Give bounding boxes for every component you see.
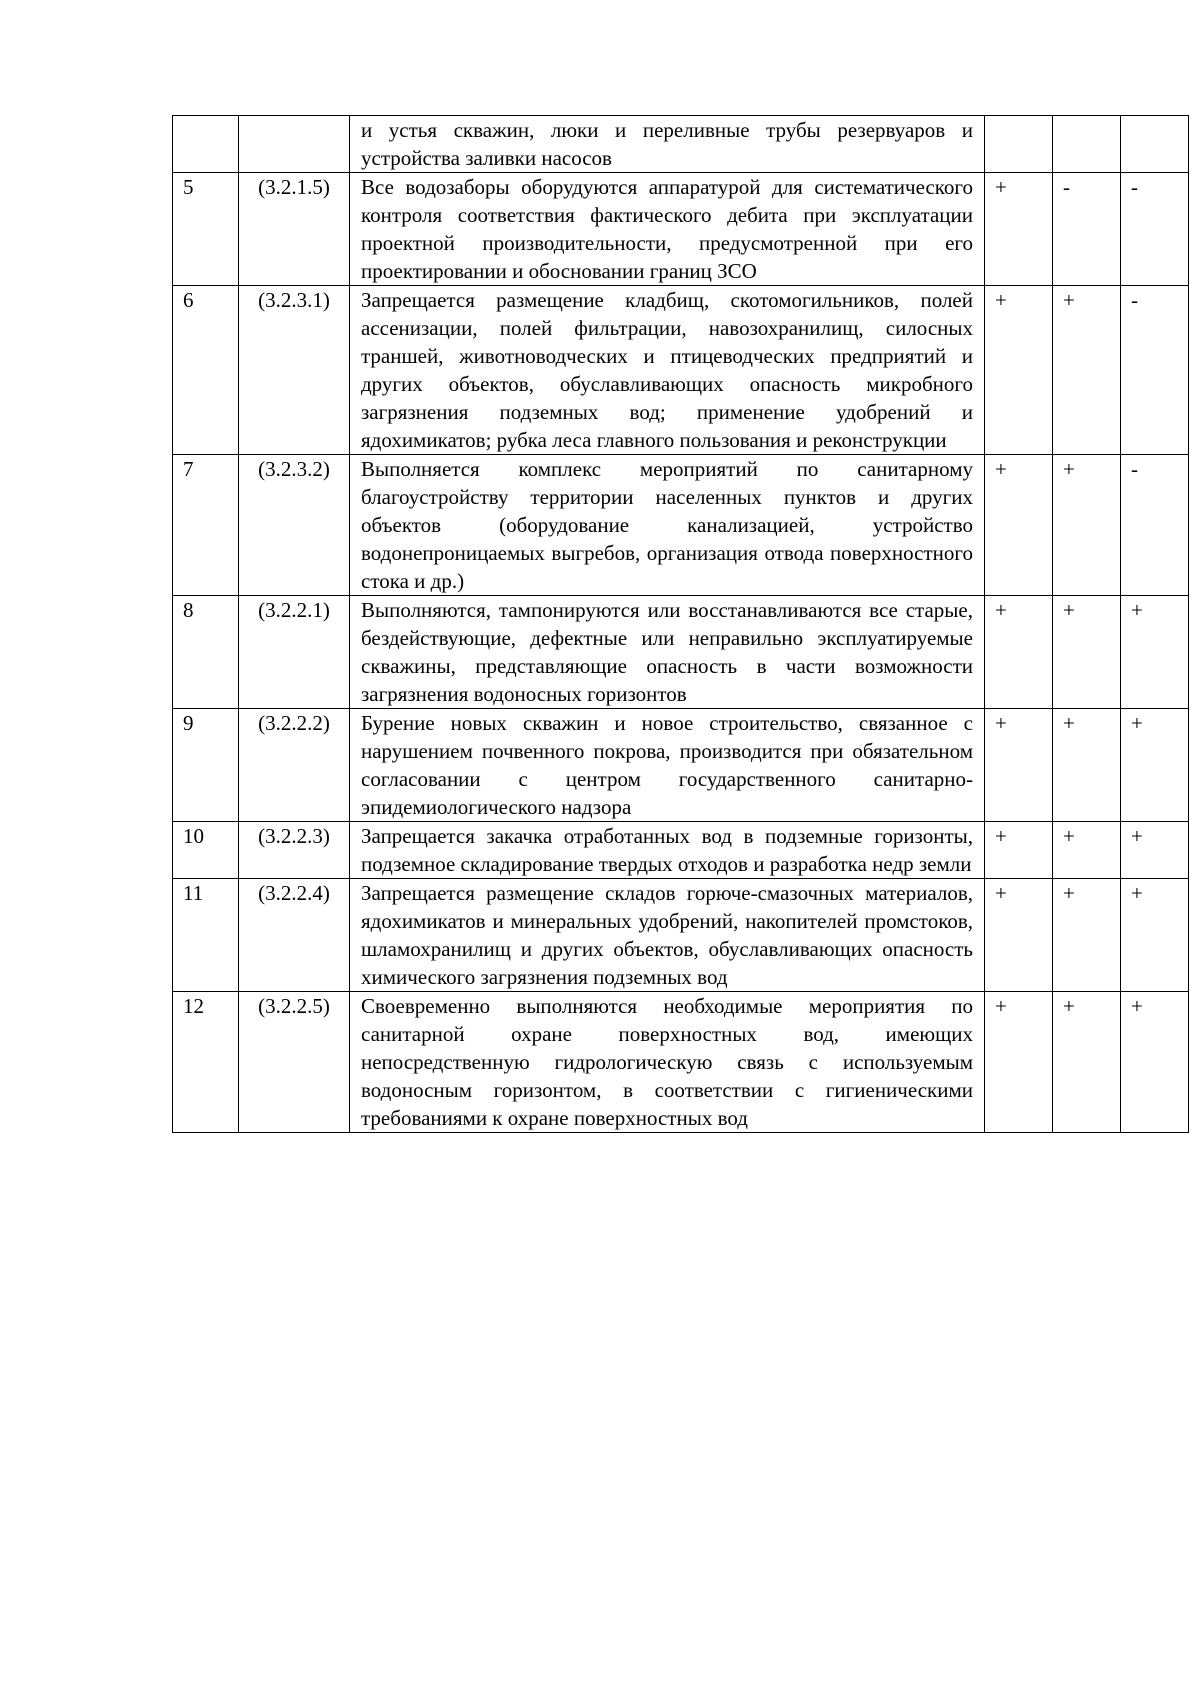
mark-zone-2: +	[1053, 709, 1121, 822]
clause-reference: (3.2.2.3)	[239, 822, 350, 879]
requirement-text: Все водозаборы оборудуются аппаратурой для систематического контроля соответствия фактического дебита при эксплуатации проектной производительности, предусмотренной при его проектировании и обосновании границ ЗСО	[350, 173, 985, 286]
mark-zone-2: +	[1053, 596, 1121, 709]
requirement-text: и устья скважин, люки и переливные трубы резервуаров и устройства заливки насосов	[350, 116, 985, 173]
table-row	[173, 822, 1189, 879]
row-number: 5	[173, 173, 239, 286]
clause-reference: (3.2.2.2)	[239, 709, 350, 822]
row-number: 8	[173, 596, 239, 709]
mark-zone-1: +	[985, 596, 1053, 709]
table-row	[173, 879, 1189, 992]
clause-reference	[239, 116, 350, 173]
clause-reference: (3.2.1.5)	[239, 173, 350, 286]
mark-zone-2: +	[1053, 822, 1121, 879]
requirement-text: Запрещается размещение складов горюче-смазочных материалов, ядохимикатов и минеральных удобрений, накопителей промстоков, шламохранилищ и других объектов, обуславливающих опасность химического загрязнения подземных вод	[350, 879, 985, 992]
table-row	[173, 116, 1189, 173]
clause-reference: (3.2.3.1)	[239, 286, 350, 455]
mark-zone-2: +	[1053, 879, 1121, 992]
clause-reference: (3.2.3.2)	[239, 455, 350, 596]
mark-zone-3: -	[1121, 173, 1189, 286]
clause-reference: (3.2.2.5)	[239, 992, 350, 1133]
mark-zone-1: +	[985, 822, 1053, 879]
row-number: 6	[173, 286, 239, 455]
requirement-text: Запрещается закачка отработанных вод в подземные горизонты, подземное складирование твердых отходов и разработка недр земли	[350, 822, 985, 879]
mark-zone-3: -	[1121, 286, 1189, 455]
mark-zone-2: -	[1053, 173, 1121, 286]
requirement-text: Бурение новых скважин и новое строительство, связанное с нарушением почвенного покрова, производится при обязательном согласовании с центром государственного санитарно-эпидемиологического надзора	[350, 709, 985, 822]
mark-zone-3: +	[1121, 596, 1189, 709]
row-number: 12	[173, 992, 239, 1133]
mark-zone-2: +	[1053, 455, 1121, 596]
mark-zone-1: +	[985, 286, 1053, 455]
table-row	[173, 173, 1189, 286]
mark-zone-2: +	[1053, 286, 1121, 455]
mark-zone-2: +	[1053, 992, 1121, 1133]
clause-reference: (3.2.2.1)	[239, 596, 350, 709]
mark-zone-1: +	[985, 455, 1053, 596]
row-number: 11	[173, 879, 239, 992]
mark-zone-3: +	[1121, 822, 1189, 879]
mark-zone-2	[1053, 116, 1121, 173]
mark-zone-1	[985, 116, 1053, 173]
table-row	[173, 455, 1189, 596]
mark-zone-1: +	[985, 879, 1053, 992]
mark-zone-3: +	[1121, 992, 1189, 1133]
mark-zone-1: +	[985, 709, 1053, 822]
clause-reference: (3.2.2.4)	[239, 879, 350, 992]
requirements-table	[172, 115, 1189, 1133]
row-number: 7	[173, 455, 239, 596]
row-number: 10	[173, 822, 239, 879]
mark-zone-1: +	[985, 992, 1053, 1133]
requirement-text: Выполняется комплекс мероприятий по санитарному благоустройству территории населенных пунктов и других объектов (оборудование канализацией, устройство водонепроницаемых выгребов, организация отвода поверхностного стока и др.)	[350, 455, 985, 596]
row-number	[173, 116, 239, 173]
row-number: 9	[173, 709, 239, 822]
table-row	[173, 596, 1189, 709]
mark-zone-3	[1121, 116, 1189, 173]
table-row	[173, 286, 1189, 455]
requirement-text: Выполняются, тампонируются или восстанавливаются все старые, бездействующие, дефектные или неправильно эксплуатируемые скважины, представляющие опасность в части возможности загрязнения водоносных горизонтов	[350, 596, 985, 709]
mark-zone-3: +	[1121, 879, 1189, 992]
requirement-text: Своевременно выполняются необходимые мероприятия по санитарной охране поверхностных вод, имеющих непосредственную гидрологическую связь с используемым водоносным горизонтом, в соответствии с гигиеническими требованиями к охране поверхностных вод	[350, 992, 985, 1133]
mark-zone-3: +	[1121, 709, 1189, 822]
mark-zone-1: +	[985, 173, 1053, 286]
table-row	[173, 709, 1189, 822]
requirement-text: Запрещается размещение кладбищ, скотомогильников, полей ассенизации, полей фильтрации, навозохранилищ, силосных траншей, животноводческих и птицеводческих предприятий и других объектов, обуславливающих опасность микробного загрязнения подземных вод; применение удобрений и ядохимикатов; рубка леса главного пользования и реконструкции	[350, 286, 985, 455]
table-row	[173, 992, 1189, 1133]
mark-zone-3: -	[1121, 455, 1189, 596]
